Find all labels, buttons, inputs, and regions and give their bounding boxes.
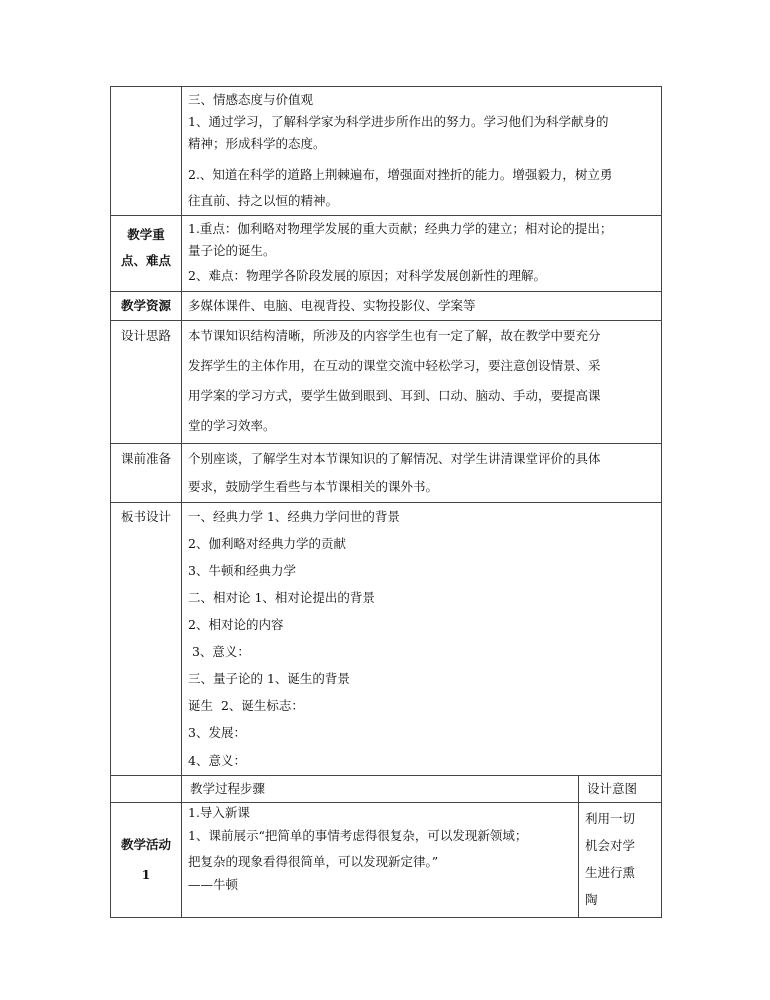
emotion-values-row bbox=[111, 87, 662, 216]
board-line: 诞生 2、诞生标志： bbox=[188, 698, 304, 713]
emotion-heading: 三、情感态度与价值观 bbox=[188, 92, 314, 107]
design-row bbox=[111, 321, 662, 444]
design-content bbox=[182, 321, 662, 444]
design-line: 本节课知识结构清晰，所涉及的内容学生也有一定了解，故在教学中要充分 bbox=[188, 328, 601, 343]
board-line: 3、意义： bbox=[188, 644, 250, 659]
emotion-line: 精神；形成科学的态度。 bbox=[188, 136, 326, 151]
lesson-plan-table bbox=[110, 86, 662, 918]
activity1-row bbox=[111, 803, 662, 918]
key-points-content bbox=[182, 216, 662, 292]
resources-row bbox=[111, 292, 662, 321]
activity1-label: 教学活动 1 bbox=[111, 803, 182, 918]
design-line: 用学案的学习方式，要学生做到眼到、耳到、口动、脑动、手动，要提高课 bbox=[188, 388, 601, 403]
key-points-label: 教学重 点、难点 bbox=[111, 216, 182, 292]
key-point-line: 2、难点：物理学各阶段发展的原因；对科学发展创新性的理解。 bbox=[188, 268, 546, 283]
emotion-values-label-cell bbox=[111, 87, 182, 216]
board-line: 2、伽利略对经典力学的贡献 bbox=[188, 536, 346, 551]
design-label: 设计思路 bbox=[111, 321, 182, 444]
design-intent-header: 设计意图 bbox=[579, 776, 662, 803]
board-line: 一、经典力学 1、经典力学问世的背景 bbox=[188, 509, 400, 524]
intent-line: 利用一切 bbox=[585, 811, 636, 826]
intent-line: 生进行熏 bbox=[585, 865, 636, 880]
board-line: 二、相对论 1、相对论提出的背景 bbox=[188, 590, 375, 605]
process-header-empty bbox=[111, 776, 182, 803]
activity1-content bbox=[182, 803, 579, 918]
emotion-line: 1、通过学习，了解科学家为科学进步所作出的努力。学习他们为科学献身的 bbox=[188, 114, 609, 129]
resources-content: 多媒体课件、电脑、电视背投、实物投影仪、学案等 bbox=[182, 292, 662, 321]
design-line: 堂的学习效率。 bbox=[188, 418, 276, 433]
prep-row bbox=[111, 444, 662, 503]
board-label: 板书设计 bbox=[111, 503, 182, 776]
emotion-line: 2.、知道在科学的道路上荆棘遍布，增强面对挫折的能力。增强毅力，树立勇 bbox=[188, 167, 613, 182]
board-line: 3、牛顿和经典力学 bbox=[188, 563, 296, 578]
key-point-line: 量子论的诞生。 bbox=[188, 243, 276, 258]
board-row bbox=[111, 503, 662, 776]
process-header-row bbox=[111, 776, 662, 803]
activity1-intent bbox=[579, 803, 662, 918]
lesson-plan-document bbox=[110, 86, 661, 918]
prep-line: 个别座谈，了解学生对本节课知识的了解情况、对学生讲清课堂评价的具体 bbox=[188, 451, 601, 466]
design-line: 发挥学生的主体作用，在互动的课堂交流中轻松学习，要注意创设情景、采 bbox=[188, 358, 601, 373]
activity1-line: ——牛顿 bbox=[188, 877, 239, 892]
board-line: 三、量子论的 1、诞生的背景 bbox=[188, 671, 350, 686]
activity1-line: 1.导入新课 bbox=[188, 805, 250, 820]
prep-content bbox=[182, 444, 662, 503]
board-line: 2、相对论的内容 bbox=[188, 617, 284, 632]
intent-line: 陶 bbox=[585, 892, 598, 907]
activity1-line: 把复杂的现象看得很简单，可以发现新定律。” bbox=[188, 854, 439, 869]
key-point-line: 1.重点：伽利略对物理学发展的重大贡献；经典力学的建立；相对论的提出； bbox=[188, 221, 613, 236]
resources-label: 教学资源 bbox=[111, 292, 182, 321]
emotion-line: 往直前、持之以恒的精神。 bbox=[188, 193, 339, 208]
prep-line: 要求，鼓励学生看些与本节课相关的课外书。 bbox=[188, 479, 439, 494]
board-line: 4、意义： bbox=[188, 753, 246, 768]
activity1-line: 1、课前展示“把简单的事情考虑得很复杂，可以发现新领域； bbox=[188, 828, 528, 843]
prep-label: 课前准备 bbox=[111, 444, 182, 503]
process-steps-header: 教学过程步骤 bbox=[182, 776, 579, 803]
key-points-row bbox=[111, 216, 662, 292]
intent-line: 机会对学 bbox=[585, 838, 636, 853]
board-line: 3、发展： bbox=[188, 725, 246, 740]
emotion-values-content bbox=[182, 87, 662, 216]
board-content bbox=[182, 503, 662, 776]
